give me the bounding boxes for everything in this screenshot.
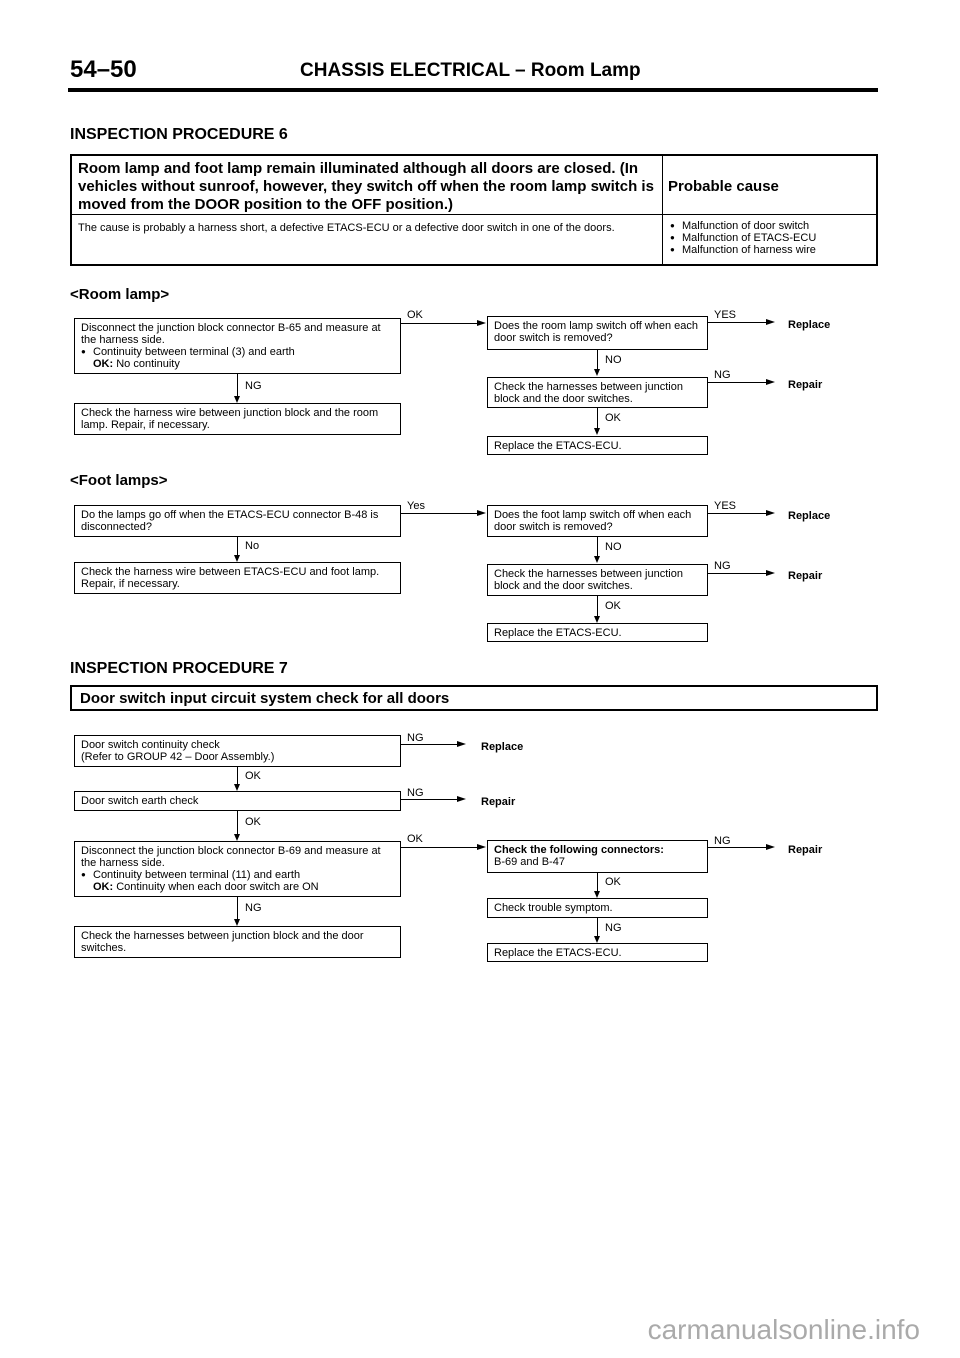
result-replace: Replace — [481, 741, 524, 753]
probable-cause-heading: Probable cause — [668, 178, 779, 195]
arrow-right — [766, 319, 775, 325]
branch-label-ng: NG — [245, 380, 262, 392]
arrow-right — [477, 510, 486, 516]
result-replace: Replace — [788, 319, 831, 331]
cause-item: ● Malfunction of harness wire — [670, 244, 870, 256]
causes-list — [670, 220, 870, 256]
foot-step-4: Replace the ETACS-ECU. — [487, 623, 708, 642]
connector — [237, 374, 238, 398]
connector — [401, 799, 459, 800]
branch-label-ok: OK — [407, 833, 423, 845]
watermark: carmanualsonline.info — [647, 1314, 920, 1345]
arrow-right — [477, 844, 486, 850]
arrow-down — [594, 428, 600, 435]
result-repair: Repair — [788, 844, 823, 856]
arrow-right — [477, 320, 486, 326]
connector — [597, 918, 598, 938]
branch-label-ng: NG — [407, 732, 424, 744]
branch-label-yes: YES — [714, 500, 737, 512]
symptom-text: Room lamp and foot lamp remain illuminated although all doors are closed. (In vehicles without sunroof, however, they switch off when the room lamp switch is moved from the DOOR position to the OFF position.) — [78, 160, 654, 213]
branch-label-ok: OK — [407, 309, 423, 321]
connector — [597, 408, 598, 430]
p7-step-3-text: Disconnect the junction block connector B-69 and measure at the harness side. — [81, 845, 381, 869]
ok-label: OK: — [93, 881, 114, 893]
arrow-down — [234, 784, 240, 791]
table-divider-h — [72, 214, 876, 215]
connector — [237, 811, 238, 836]
header-rule — [68, 88, 878, 92]
arrow-down — [234, 555, 240, 562]
arrow-down — [594, 616, 600, 623]
p7-step-1-line2: (Refer to GROUP 42 – Door Assembly.) — [81, 751, 275, 763]
page-title: CHASSIS ELECTRICAL – Room Lamp — [300, 60, 641, 81]
branch-label-ok: OK — [605, 600, 621, 612]
branch-label-ng: NG — [605, 922, 622, 934]
branch-label-yes: Yes — [407, 500, 425, 512]
cause-item: ● Malfunction of door switch — [670, 220, 870, 232]
p7-step-4-line2: B-69 and B-47 — [494, 856, 565, 868]
arrow-down — [594, 369, 600, 376]
branch-label-ok: OK — [245, 816, 261, 828]
p7-step-4-line1: Check the following connectors: — [494, 844, 664, 856]
ok-value: Continuity when each door switch are ON — [116, 881, 319, 893]
p7-step-1 — [74, 735, 401, 767]
connector — [597, 873, 598, 893]
room-step-1 — [74, 318, 401, 374]
branch-label-ok: OK — [605, 412, 621, 424]
room-step-1-text: Disconnect the junction block connector B-65 and measure at the harness side. — [81, 322, 381, 346]
branch-label-yes: YES — [714, 309, 737, 321]
room-lamp-heading: <Room lamp> — [70, 286, 170, 303]
p7-step-4 — [487, 840, 708, 873]
room-step-2: Does the room lamp switch off when each door switch is removed? — [487, 316, 708, 350]
connector — [708, 322, 768, 323]
ok-value: No continuity — [116, 358, 180, 370]
procedure-7-symptom-box — [70, 685, 878, 711]
foot-step-3: Check the harnesses between junction block and the door switches. — [487, 564, 708, 596]
cause-description: The cause is probably a harness short, a defective ETACS-ECU or a defective door switch in one of the doors. — [78, 222, 615, 234]
result-repair: Repair — [788, 570, 823, 582]
arrow-right — [766, 844, 775, 850]
arrow-down — [594, 891, 600, 898]
connector — [597, 596, 598, 618]
branch-label-ng: NG — [714, 560, 731, 572]
connector — [401, 744, 459, 745]
procedure-6-title: INSPECTION PROCEDURE 6 — [70, 126, 288, 143]
connector — [708, 513, 768, 514]
connector — [708, 382, 768, 383]
arrow-right — [766, 570, 775, 576]
ok-label: OK: — [93, 358, 114, 370]
branch-label-ng: NG — [714, 369, 731, 381]
foot-step-1: Do the lamps go off when the ETACS-ECU connector B-48 is disconnected? — [74, 505, 401, 537]
p7-step-2: Door switch earth check — [74, 791, 401, 811]
connector — [237, 537, 238, 557]
arrow-down — [594, 936, 600, 943]
connector — [708, 573, 768, 574]
room-step-4: Replace the ETACS-ECU. — [487, 436, 708, 455]
p7-step-3-bullet: ● Continuity between terminal (11) and earth — [81, 869, 394, 881]
branch-label-ng: NG — [245, 902, 262, 914]
branch-label-ng: NG — [714, 835, 731, 847]
foot-step-2: Does the foot lamp switch off when each door switch is removed? — [487, 505, 708, 537]
procedure-7-title: INSPECTION PROCEDURE 7 — [70, 660, 288, 677]
p7-step-6: Replace the ETACS-ECU. — [487, 943, 708, 962]
table-divider-v — [662, 156, 663, 264]
connector — [401, 847, 479, 848]
branch-label-no: NO — [605, 541, 622, 553]
arrow-down — [594, 556, 600, 563]
room-step-3: Check the harnesses between junction block and the door switches. — [487, 377, 708, 408]
connector — [237, 897, 238, 921]
connector — [401, 513, 479, 514]
result-repair: Repair — [788, 379, 823, 391]
foot-lamps-heading: <Foot lamps> — [70, 472, 168, 489]
branch-label-no: No — [245, 540, 260, 552]
cause-item: ● Malfunction of ETACS-ECU — [670, 232, 870, 244]
page-number: 54–50 — [70, 56, 137, 83]
foot-step-left-2: Check the harness wire between ETACS-ECU and foot lamp. Repair, if necessary. — [74, 562, 401, 594]
room-step-left-2: Check the harness wire between junction block and the room lamp. Repair, if necessary. — [74, 403, 401, 435]
result-replace: Replace — [788, 510, 831, 522]
p7-step-5: Check trouble symptom. — [487, 898, 708, 918]
connector — [597, 350, 598, 371]
connector — [401, 323, 479, 324]
arrow-right — [457, 796, 466, 802]
p7-step-3 — [74, 841, 401, 897]
arrow-right — [457, 741, 466, 747]
connector — [708, 847, 768, 848]
branch-label-ng: NG — [407, 787, 424, 799]
procedure-7-symptom: Door switch input circuit system check for all doors — [80, 690, 450, 707]
symptom-table — [70, 154, 878, 266]
arrow-down — [234, 919, 240, 926]
arrow-right — [766, 379, 775, 385]
arrow-right — [766, 510, 775, 516]
result-repair: Repair — [481, 796, 516, 808]
room-step-1-bullet: ● Continuity between terminal (3) and earth — [81, 346, 394, 358]
branch-label-no: NO — [605, 354, 622, 366]
arrow-down — [234, 834, 240, 841]
branch-label-ok: OK — [605, 876, 621, 888]
p7-step-1-line1: Door switch continuity check — [81, 739, 220, 751]
branch-label-ok: OK — [245, 770, 261, 782]
connector — [597, 537, 598, 558]
arrow-down — [234, 396, 240, 403]
p7-step-left-4: Check the harnesses between junction block and the door switches. — [74, 926, 401, 958]
